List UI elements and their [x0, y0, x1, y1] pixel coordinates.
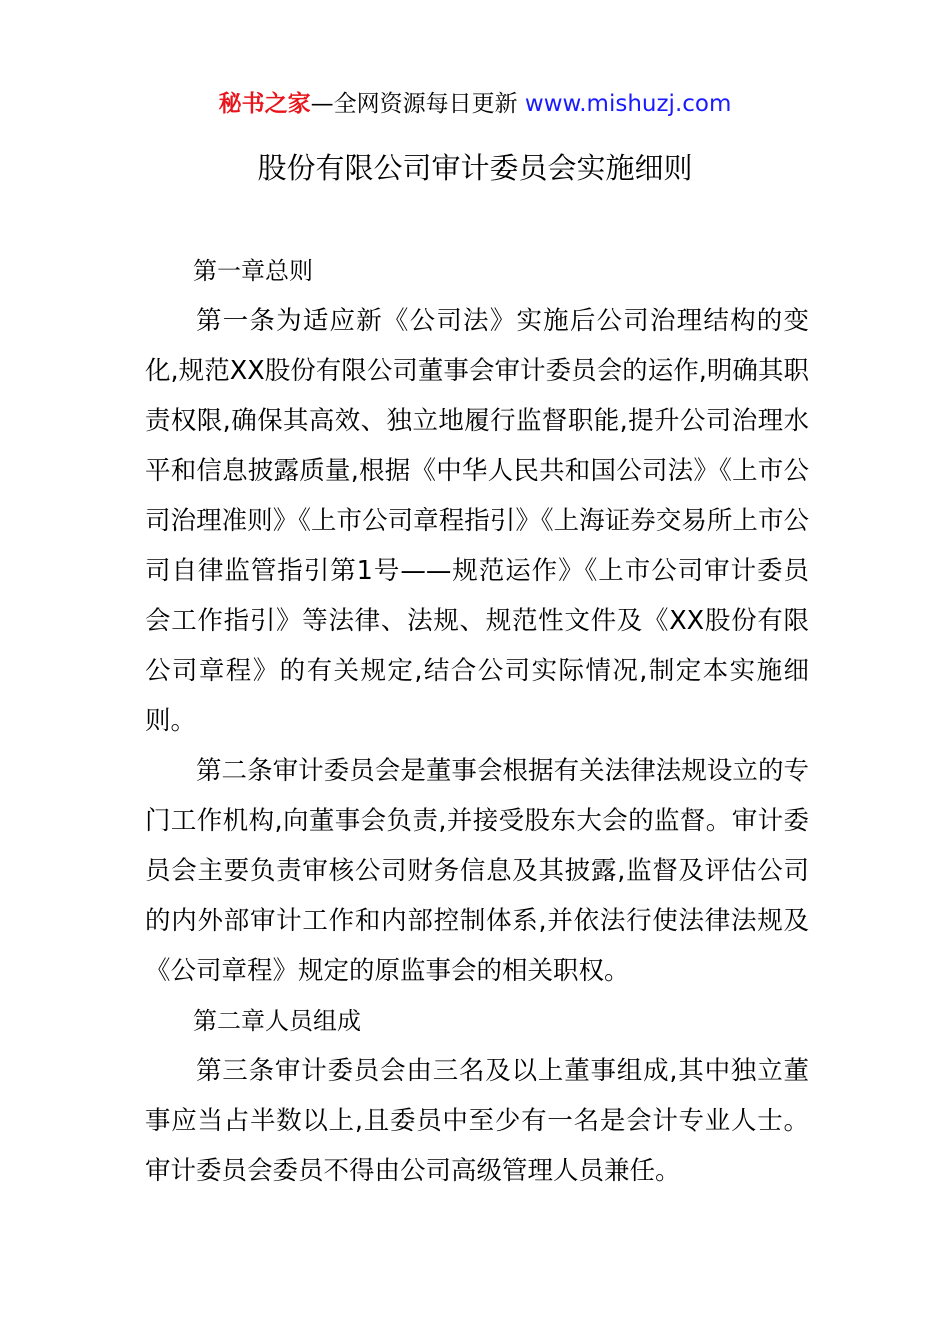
article-paragraph: 第二条审计委员会是董事会根据有关法律法规设立的专门工作机构,向董事会负责,并接受股东大会的监督。审计委员会主要负责审核公司财务信息及其披露,监督及评估公司的内外部审计工作和内部控制体系,并依法行使法律法规及《公司章程》规定的原监事会的相关职权。 — [145, 756, 809, 986]
site-url-link[interactable]: www.mishuzj.com — [524, 91, 732, 117]
site-header — [0, 86, 950, 122]
chapter-heading: 第二章人员组成 — [193, 1007, 361, 1035]
document-title: 股份有限公司审计委员会实施细则 — [257, 151, 693, 185]
header-tagline: —全网资源每日更新 — [310, 91, 525, 117]
chapter-heading: 第一章总则 — [193, 257, 313, 285]
document-body — [145, 246, 809, 1196]
article-paragraph: 第一条为适应新《公司法》实施后公司治理结构的变化,规范XX股份有限公司董事会审计委员会的运作,明确其职责权限,确保其高效、独立地履行监督职能,提升公司治理水平和信息披露质量,根据《中华人民共和国公司法》《上市公司治理准则》《上市公司章程指引》《上海证券交易所上市公司自律监管指引第1号——规范运作》《上市公司审计委员会工作指引》等法律、法规、规范性文件及《XX股份有限公司章程》的有关规定,结合公司实际情况,制定本实施细则。 — [145, 306, 809, 736]
article-paragraph: 第三条审计委员会由三名及以上董事组成,其中独立董事应当占半数以上,且委员中至少有一名是会计专业人士。审计委员会委员不得由公司高级管理人员兼任。 — [145, 1056, 809, 1186]
brand-name: 秘书之家 — [218, 91, 311, 117]
